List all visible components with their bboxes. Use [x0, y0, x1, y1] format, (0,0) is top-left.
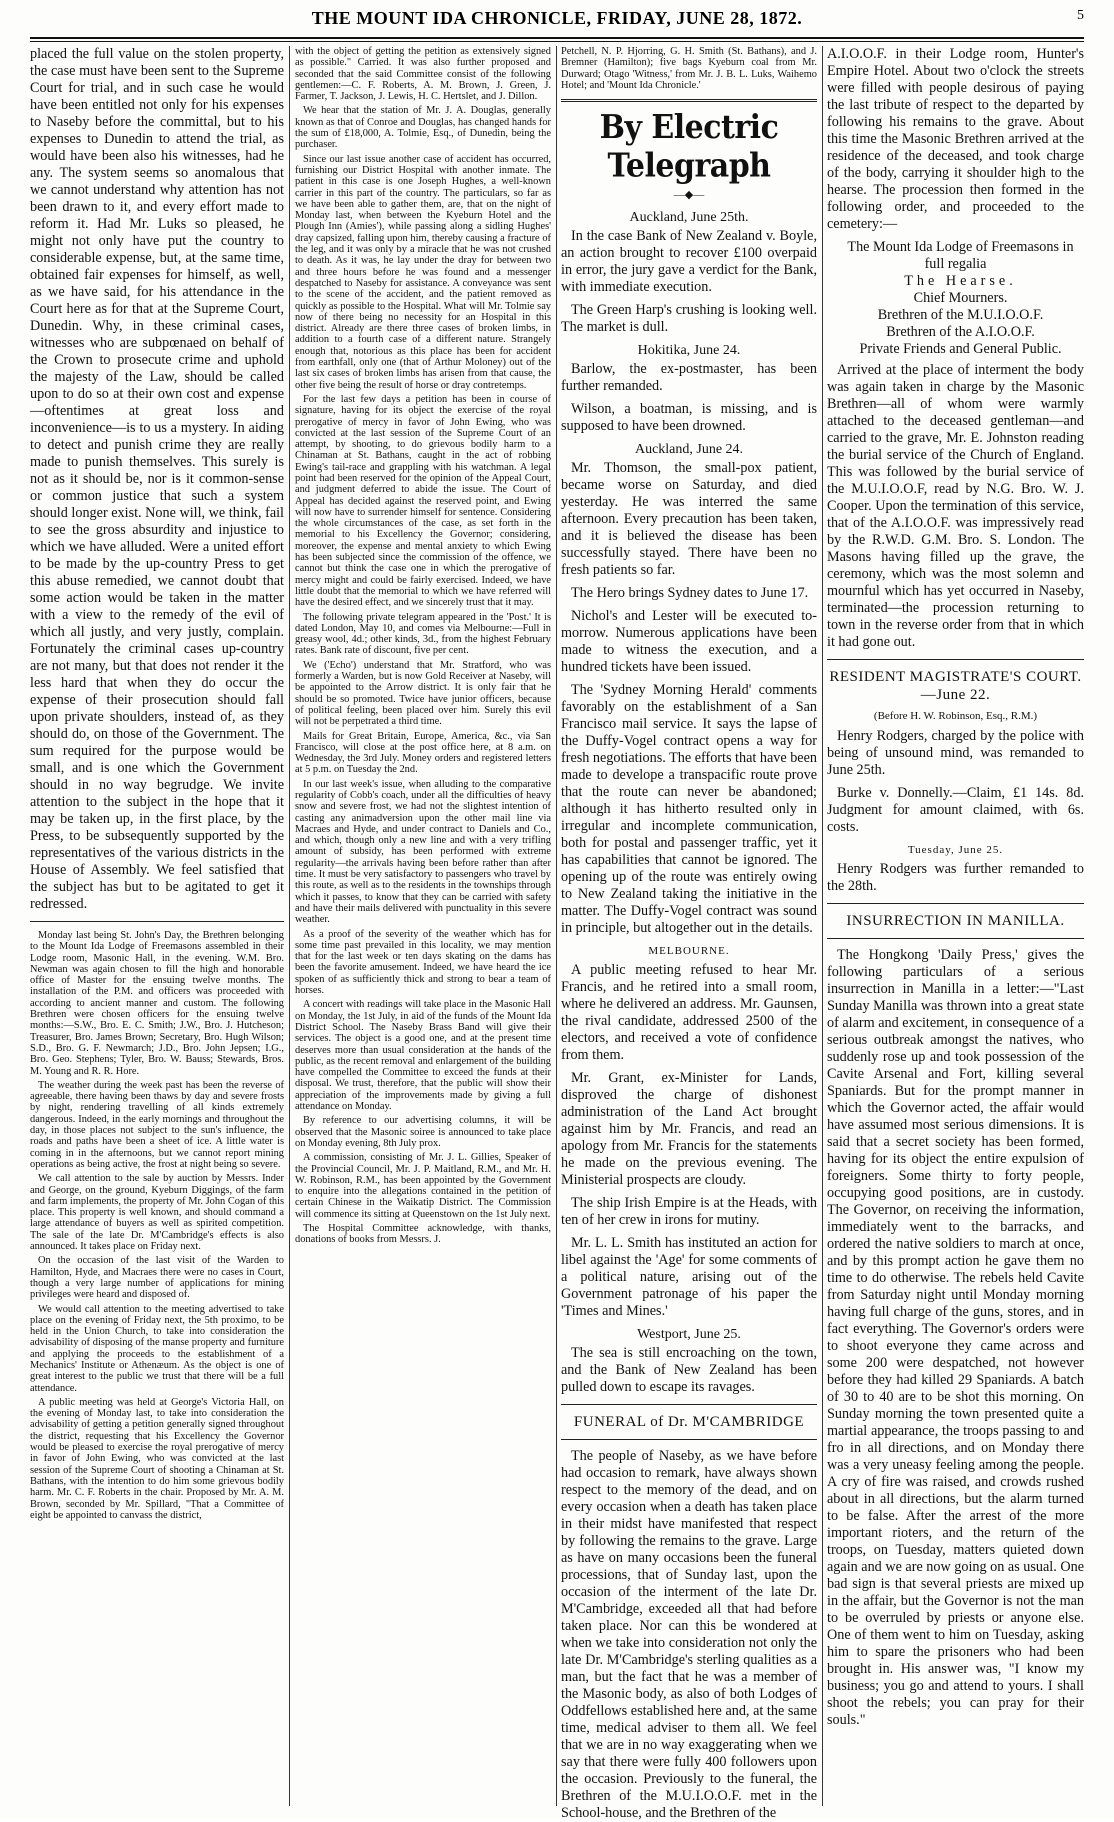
dispatch-paragraph: In the case Bank of New Zealand v. Boyle, an action brought to recover £100 overpaid in error, the jury gave a verdict for the Bank, with immediate execution.	[561, 228, 817, 296]
column-divider	[822, 46, 823, 1806]
page-number: 5	[1077, 8, 1084, 23]
running-head: THE MOUNT IDA CHRONICLE, FRIDAY, JUNE 28, 1872.	[311, 8, 803, 28]
note-paragraph: Since our last issue another case of accident has occurred, furnishing our District Hospital with another inmate. The patient in this case is one Joseph Hughes, a well-known carrier in this part of the country. The particulars, so far as we have been able to gather them, are, that on the night of Monday last, when between the Kyeburn Hotel and the Plough Inn (Amies'), while passing along a sidling Hughes' dray capsized, falling upon him, thereby causing a fracture of the leg, and it was only by a miracle that he was not crushed to death. As it was, he lay under the dray for between two and three hours before he was found and a messenger despatched to Naseby for assistance. A conveyance was sent to the scene of the accident, and the patient removed as quickly as possible to the Hospital. What will Mr. Tolmie say now of there being no necessity for an Hospital in this district. Already are there three cases of broken limbs, in addition to a fourth case of a different nature. Strangely enough that, notorious as this place has been for accident from earthfall, only one (that of Arthur Moloney) out of the last six cases of broken limbs has arisen from that cause, the other five being the result of horse or dray contretemps.	[295, 153, 551, 391]
dispatch-paragraph: Wilson, a boatman, is missing, and is supposed to have been drowned.	[561, 401, 817, 435]
note-paragraph: We call attention to the sale by auction by Messrs. Inder and George, on the ground, Kyeburn Diggings, of the farm and farm implements, the property of Mr. John Cogan of this place. This property is well known, and should command a large attendance of buyers as well as spirited competition. The sale of the late Dr. M'Cambridge's effects is also announced. It takes place on Friday next.	[30, 1173, 284, 1253]
column-1	[30, 46, 284, 1806]
manilla-heading: INSURRECTION IN MANILLA.	[846, 913, 1065, 929]
dispatch-paragraph: Mr. L. L. Smith has instituted an action for libel against the 'Age' for some comments of a political nature, arising out of the Government patronage of his paper the 'Times and Mines.'	[561, 1235, 817, 1320]
telegraph-dispatches	[561, 209, 817, 1396]
local-notes	[30, 930, 284, 1521]
funeral-heading: FUNERAL of Dr. M'CAMBRIDGE	[573, 1414, 805, 1431]
manilla-article	[827, 947, 1084, 1729]
column-2	[295, 46, 551, 1806]
procession-line: Chief Mourners.	[913, 290, 1008, 306]
funeral-article-continued	[827, 46, 1084, 651]
dispatch-paragraph: The Hero brings Sydney dates to June 17.	[571, 585, 809, 602]
editorial	[30, 46, 284, 913]
note-paragraph: We hear that the station of Mr. J. A. Douglas, generally known as that of Conroe and Douglas, has changed hands for the sum of £18,000, A. Tolmie, Esq., of Dunedin, being the purchaser.	[295, 105, 551, 151]
note-paragraph: We ('Echo') understand that Mr. Stratford, who was formerly a Warden, but is now Gold Receiver at Naseby, will be appointed to the Arrow district. It is only fair that he should be so promoted. Twice have junior officers, because of political feeling, been placed over him. Surely this evil will not be perpetrated a third time.	[295, 659, 551, 728]
article-paragraph: A.I.O.O.F. in their Lodge room, Hunter's Empire Hotel. About two o'clock the streets were filled with people desirous of paying the last tribute of respect to the departed by following his remains to the grave. About this time the Masonic Brethren arrived at the residence of the deceased, and took charge of the body, carrying it shoulder high to the hearse. The procession then formed in the following order, and proceeded to the cemetery:—	[827, 46, 1084, 232]
note-paragraph: A concert with readings will take place in the Masonic Hall on Monday, the 1st July, in aid of the funds of the Mount Ida District School. The Naseby Brass Band will give their services. The object is a good one, and at the present time deserves more than usual consideration at the hands of the public, as the recent removal and enlargement of the building have compelled the Committee to exceed the funds at their disposal. We trust, therefore, that the public will show their appreciation of the improvements made by giving a full attendance on Monday.	[295, 999, 551, 1113]
donations-continued	[561, 46, 817, 91]
section-rule	[561, 1404, 817, 1405]
note-paragraph: A public meeting was held at George's Victoria Hall, on the evening of Monday last, to take into consideration the advisability of getting a petition generally signed throughout the district, requesting that his Excellency the Governor would be pleased to exercise the royal prerogative of mercy in favor of John Ewing, who was convicted at the last session of the Supreme Court of shooting a Chinaman at St. Bathans, with the intention to do him some grievous bodily harm. Mr. C. F. Roberts in the chair. Proposed by Mr. A. M. Brown, seconded by Mr. Spillard, "That a Committee of eight be appointed to canvass the district,	[30, 1396, 284, 1521]
column-divider	[289, 46, 290, 1806]
court-paragraph: Burke v. Donnelly.—Claim, £1 14s. 8d. Judgment for amount claimed, with 6s. costs.	[827, 785, 1084, 835]
note-paragraph: As a proof of the severity of the weather which has for some time past prevailed in this locality, we may mention that for the last week or ten days skating on the dams has been the favorite amusement. Indeed, we have heard the ice spoken of as sufficiently thick and strong to bear a team of horses.	[295, 928, 551, 997]
dispatch-dateline: Hokitika, June 24.	[637, 343, 741, 359]
note-paragraph: On the occasion of the last visit of the Warden to Hamilton, Hyde, and Macraes there were no cases in Court, though a very large number of applications for mining privileges were heard and disposed of.	[30, 1255, 284, 1301]
note-paragraph: Monday last being St. John's Day, the Brethren belonging to the Mount Ida Lodge of Freemasons assembled in their Lodge room, Masonic Hall, in the evening. W.M. Bro. Newman was again chosen to fill the high and honorable office of Master for the ensuing twelve months. The installation of the P.M. and officers was proceeded with according to ancient manner and custom. The following Brethren were chosen officers for the ensuing twelve months:—S.W., Bro. E. C. Smith; J.W., Bro. J. Hutcheson; Treasurer, Bro. James Brown; Secretary, Bro. Hugh Wilson; S.D., Bro. G. F. Newmarch; J.D., Bro. John Jepsen; I.G., Bro. Geo. Stephens; Tyler, Bro. W. Bauss; Stewards, Bros. M. Young and R. R. Hore.	[30, 930, 284, 1077]
dispatch-dateline: Westport, June 25.	[637, 1327, 741, 1343]
telegraph-heading: By Electric Telegraph	[599, 108, 779, 186]
section-rule	[30, 921, 284, 922]
note-paragraph: Mails for Great Britain, Europe, America, &c., via San Francisco, will close at the post office here, at 8 a.m. on Wednesday, the 3rd July. Money orders and registered letters at 5 p.m. on Tuesday the 2nd.	[295, 730, 551, 776]
section-rule	[561, 99, 817, 102]
procession-line: The Mount Ida Lodge of Freemasons in full regalia	[847, 239, 1074, 272]
procession-line: Private Friends and General Public.	[859, 341, 1062, 357]
editorial-paragraph: placed the full value on the stolen property, the case must have been sent to the Supreme Court for trial, and in such case he would have been entitled not only for his expenses to Naseby before the committal, but to his expenses to Dunedin to attend the trial, as would have been also his witnesses, had he any. The system seems so anomalous that we cannot understand why attention has not been drawn to it, and every effort made to reform it. Had Mr. Luks so pleased, he might not only have put the country to considerable expense, but, at the same time, obtained fair expenses for himself, as well, as we have said, for his attendance in the Court here as for that at the Supreme Court, Dunedin. Why, in these criminal cases, witnesses who are subpœnaed on behalf of the Crown to prosecute crime and uphold the majesty of the Law, should be called upon to do so at their own cost and expense —oftentimes at great loss and inconvenience—is to us a mystery. In aiding to detect and punish crime they are really made to punish themselves. This surely is not as it should be, nor is it common-sense or common justice that such a system should longer exist. None will, we think, fail to see the gross absurdity and injustice to which we have alluded. Were a united effort to be made by the up-country Press to get this abuse remedied, we cannot doubt that some action would be taken in the matter with a view to the remedy of the evil of which all justly, and very justly, complain. Fortunately the criminal cases up-country are not many, but that does not render it the less hard that when they do occur the expense of their prosecution should fall upon private shoulders, instead of, as they should do, on those of the Government. The sum required for the purpose would be small, and is one which the Government should in no way begrudge. We invite attention to the subject in the hope that it may be taken up, in the first place, by the Press, to be subsequently supported by the representatives of the various districts in the House of Assembly. We feel satisfied that the subject has but to be agitated to get it redressed.	[30, 46, 284, 912]
section-rule	[827, 659, 1084, 660]
dispatch-dateline: MELBOURNE.	[648, 945, 730, 958]
funeral-article	[561, 1448, 817, 1822]
dispatch-paragraph: The ship Irish Empire is at the Heads, with ten of her crew in irons for mutiny.	[561, 1195, 817, 1229]
section-rule	[827, 938, 1084, 939]
procession-line: The Hearse.	[904, 273, 1017, 289]
dispatch-paragraph: Nichol's and Lester will be executed to-morrow. Numerous applications have been made to witness the execution, and a hundred tickets have been issued.	[561, 608, 817, 676]
court-report	[827, 728, 1084, 895]
court-date: Tuesday, June 25.	[907, 844, 1004, 856]
note-paragraph: We would call attention to the meeting advertised to take place on the evening of Friday next, the 5th proximo, to be held in the Union Church, to take into consideration the advisability of disposing of the manse property and furniture and applying the proceeds to the establishment of a Mechanics' Institute or Athenæum. As the object is one of great interest to the public we trust that there will be a full attendance.	[30, 1303, 284, 1394]
note-paragraph: A commission, consisting of Mr. J. L. Gillies, Speaker of the Provincial Council, Mr. J. P. Maitland, R.M., and Mr. H. W. Robinson, R.M., has been appointed by the Government to enquire into the allegations contained in the petition of certain Chinese in the Waikatip District. The Commission will commence its sitting at Queenstown on the 1st July next.	[295, 1152, 551, 1220]
court-presiding: (Before H. W. Robinson, Esq., R.M.)	[873, 710, 1038, 722]
masthead	[30, 8, 1084, 32]
column-divider	[556, 46, 557, 1806]
masthead-rule-thin	[30, 41, 1084, 42]
procession-line: Brethren of the A.I.O.O.F.	[886, 324, 1035, 340]
note-paragraph: For the last few days a petition has been in course of signature, having for its object the exercise of the royal prerogative of mercy in favor of John Ewing, who was convicted at the last session of the Supreme Court of an attempt, by shooting, to do grievous bodily harm to a Chinaman at St. Bathans, caught in the act of robbing Ewing's tail-race and grappling with his watchman. A legal point had been reserved for the opinion of the Appeal Court, and judgment deferred to abide the issue. The Court of Appeal has decided against the reserved point, and Ewing will now have to surrender himself for sentence. Considering the whole circumstances of the case, as set forth in the memorial to his Excellency the Governor; considering, moreover, the expense and mental anxiety to which Ewing has been subjected since the commission of the offence, we cannot but think the case one in which the prerogative of mercy might and could be fairly exercised. Indeed, we have little doubt that the memorial to which we have referred will have the desired effect, and we sincerely trust that it may.	[295, 393, 551, 609]
dispatch-paragraph: The Green Harp's crushing is looking well. The market is dull.	[561, 302, 817, 336]
dispatch-dateline: Auckland, June 25th.	[629, 210, 749, 226]
article-paragraph: The Hongkong 'Daily Press,' gives the following particulars of a serious insurrection in Manilla in a letter:—"Last Sunday Manilla was thrown into a great state of alarm and excitement, in consequence of a serious outbreak amongst the natives, who suddenly rose up and took possession of the Cavite Arsenal and Fort, killing several Spaniards. But for the prompt manner in which the Governor acted, the affair would have assumed most serious dimensions. It is said that a secret society has been formed, having for its object the entire expulsion of foreigners. Some thirty to forty people, occupying good positions, are in custody. The Governor, on receiving the information, immediately went to the barracks, and ordered the native soldiers to march at once, and by this prompt action he gave them no time to do otherwise. The rebels held Cavite from Saturday night until Monday morning having full charge of the guns, stores, and in fact everything. The Governor's orders were to shoot everyone they came across and some 200 were despatched, not however before they had killed 29 Spaniards. A batch of 30 to 40 are to be shot this morning. On Sunday morning the town presented quite a martial appearance, the troops passing to and fro in all directions, and on Monday there was a very uneasy feeling among the people. A cry of fire was raised, and crowds rushed about in all directions, but the alarm turned to be false. After the arrest of the more important rioters, and the return of the troops, on Tuesday, matters quieted down again and we are now going on as usual. One bad sign is that several priests are mixed up in the affair, but the Governor is not the man to be overruled by priests or anyone else. One of them went to him on Tuesday, asking him to spare the prisoners who had been brought in. His answer was, "I know my business; you go and attend to yours. I shall shoot the rebels; you can pray for their souls."	[827, 947, 1084, 1728]
note-paragraph: By reference to our advertising columns, it will be observed that the Masonic soiree is announced to take place on Monday evening, 8th July prox.	[295, 1115, 551, 1149]
dispatch-paragraph: The 'Sydney Morning Herald' comments favorably on the establishment of a San Francisco mail service. It says the lapse of the Duffy-Vogel contract opens a way for fresh negotiations. The efforts that have been made to develope a transpacific route prove that the route can never be abandoned; although it has hitherto resulted only in irregular and incomplete communication, both for postal and passenger traffic, yet it has capabilities that cannot be ignored. The opening up of the route was entirely owing to New Zealand taking the initiative in the matter. The Duffy-Vogel contract was sound in principle, but altogether out in the details.	[561, 682, 817, 937]
court-paragraph: Henry Rodgers, charged by the police with being of unsound mind, was remanded to June 25th.	[827, 728, 1084, 778]
dispatch-paragraph: Mr. Thomson, the small-pox patient, became worse on Saturday, and died yesterday. He was interred the same afternoon. Every precaution has been taken, and it is believed the disease has been successfully stayed. There have been no fresh patients so far.	[561, 460, 817, 579]
dispatch-dateline: Auckland, June 24.	[634, 442, 744, 458]
section-rule	[561, 1439, 817, 1440]
court-paragraph: Henry Rodgers was further remanded to the 28th.	[827, 861, 1084, 894]
dispatch-paragraph: Barlow, the ex-postmaster, has been further remanded.	[561, 361, 817, 395]
column-3	[561, 46, 817, 1822]
note-paragraph: The Hospital Committee acknowledge, with thanks, donations of books from Messrs. J.	[295, 1222, 551, 1246]
ornament-dash: —◆—	[673, 189, 705, 202]
note-paragraph: The weather during the week past has been the reverse of agreeable, there having been thaws by day and severe frosts by night, rendering travelling of all kinds extremely dangerous. Indeed, in the early mornings and throughout the day, in those places not subject to the sun's influence, the roads and paths have been a sheet of ice. A little water is coming in in the afternoons, but we cannot report mining operations as being active, the frost at night being so severe.	[30, 1079, 284, 1170]
dispatch-paragraph: Mr. Grant, ex-Minister for Lands, disproved the charge of dishonest administration of the Land Act brought against him by Mr. Francis, and read an apology from Mr. Francis for the statements he made on the previous evening. The Ministerial prospects are cloudy.	[561, 1070, 817, 1189]
court-heading: RESIDENT MAGISTRATE'S COURT.—June 22.	[829, 669, 1082, 703]
article-paragraph: The people of Naseby, as we have before had occasion to remark, have always shown respect to the memory of the dead, and on every occasion when a death has taken place in their midst have manifested that respect by following the remains to the grave. Large as have on many occasions been the funeral processions, that of Sunday last, upon the occasion of the interment of the late Dr. M'Cambridge, exceeded all that had before taken place. Nor can this be wondered at when we take into consideration not only the late Dr. M'Cambridge's sterling qualities as a man, but the fact that he was a member of the Masonic body, as also of both Lodges of Oddfellows established here and, at the same time, medical adviser to them all. We feel that we are in no way exaggerating when we say that there were fully 400 followers upon the occasion. Previously to the funeral, the Brethren of the M.U.I.O.O.F. met in the School-house, and the Brethren of the	[561, 1448, 817, 1822]
section-rule	[827, 903, 1084, 904]
article-paragraph: Arrived at the place of interment the body was again taken in charge by the Masonic Brethren—all of whom were warmly attached to the deceased gentleman—and carried to the grave, Mr. E. Johnston reading the burial service of the Church of England. This was followed by the burial service of the M.U.I.O.O.F, read by N.G. Bro. W. J. Cooper. Upon the termination of this service, that of the A.I.O.O.F. was impressively read by the R.W.D. G.M. Bro. S. London. The Masons having filled up the grave, the ceremony, which was the most solemn and mournful which has yet occurred in Naseby, terminated—the procession returning to town in the reverse order from that in which it had gone out.	[827, 362, 1084, 650]
note-paragraph: The following private telegram appeared in the 'Post.' It is dated London, May 10, and comes via Melbourne:—Full in greasy wool, 4d.; other kinds, 3d., from the highest February rates. Bank rate of discount, five per cent.	[295, 611, 551, 657]
note-paragraph: In our last week's issue, when alluding to the comparative regularity of Cobb's coach, under all the difficulties of heavy snow and severe frost, we had not the slightest intention of casting any animadversion upon the other mail line via Macraes and Hyde, and under contract to Daniels and Co., and which, though only a new line and with a very trifling amount of subsidy, has been performed with extreme regularity—the arrivals having been before rather than after time. It must be very satisfactory to passengers who travel by this route, as well as to the residents in the townships through which it passes, to know that they can be carried with safety and have their mails delivered with punctuality in this severe weather.	[295, 778, 551, 926]
note-paragraph: Petchell, N. P. Hjorring, G. H. Smith (St. Bathans), and J. Bremner (Hamilton); five bags Kyeburn coal from Mr. Durward; Otago 'Witness,' from Mr. J. B. L. Luks, Waihemo Hotel; and 'Mount Ida Chronicle.'	[561, 46, 817, 91]
local-notes-continued	[295, 46, 551, 1246]
masthead-rule	[30, 37, 1084, 39]
dispatch-paragraph: A public meeting refused to hear Mr. Francis, and he retired into a small room, where he delivered an address. Mr. Gaunsen, the rival candidate, addressed 2500 of the electors, and received a vote of confidence from them.	[561, 962, 817, 1064]
dispatch-paragraph: The sea is still encroaching on the town, and the Bank of New Zealand has been pulled down to escape its ravages.	[561, 1345, 817, 1396]
procession-line: Brethren of the M.U.I.O.O.F.	[877, 307, 1044, 323]
note-paragraph: with the object of getting the petition as extensively signed as possible." Carried. It was also further proposed and seconded that the said Committee consist of the following gentlemen:—C. F. Roberts, A. M. Brown, J. Green, J. Farmer, T. Jackson, J. Lewis, H. C. Hertslet, and J. Dillon.	[295, 46, 551, 103]
column-4	[827, 46, 1084, 1806]
